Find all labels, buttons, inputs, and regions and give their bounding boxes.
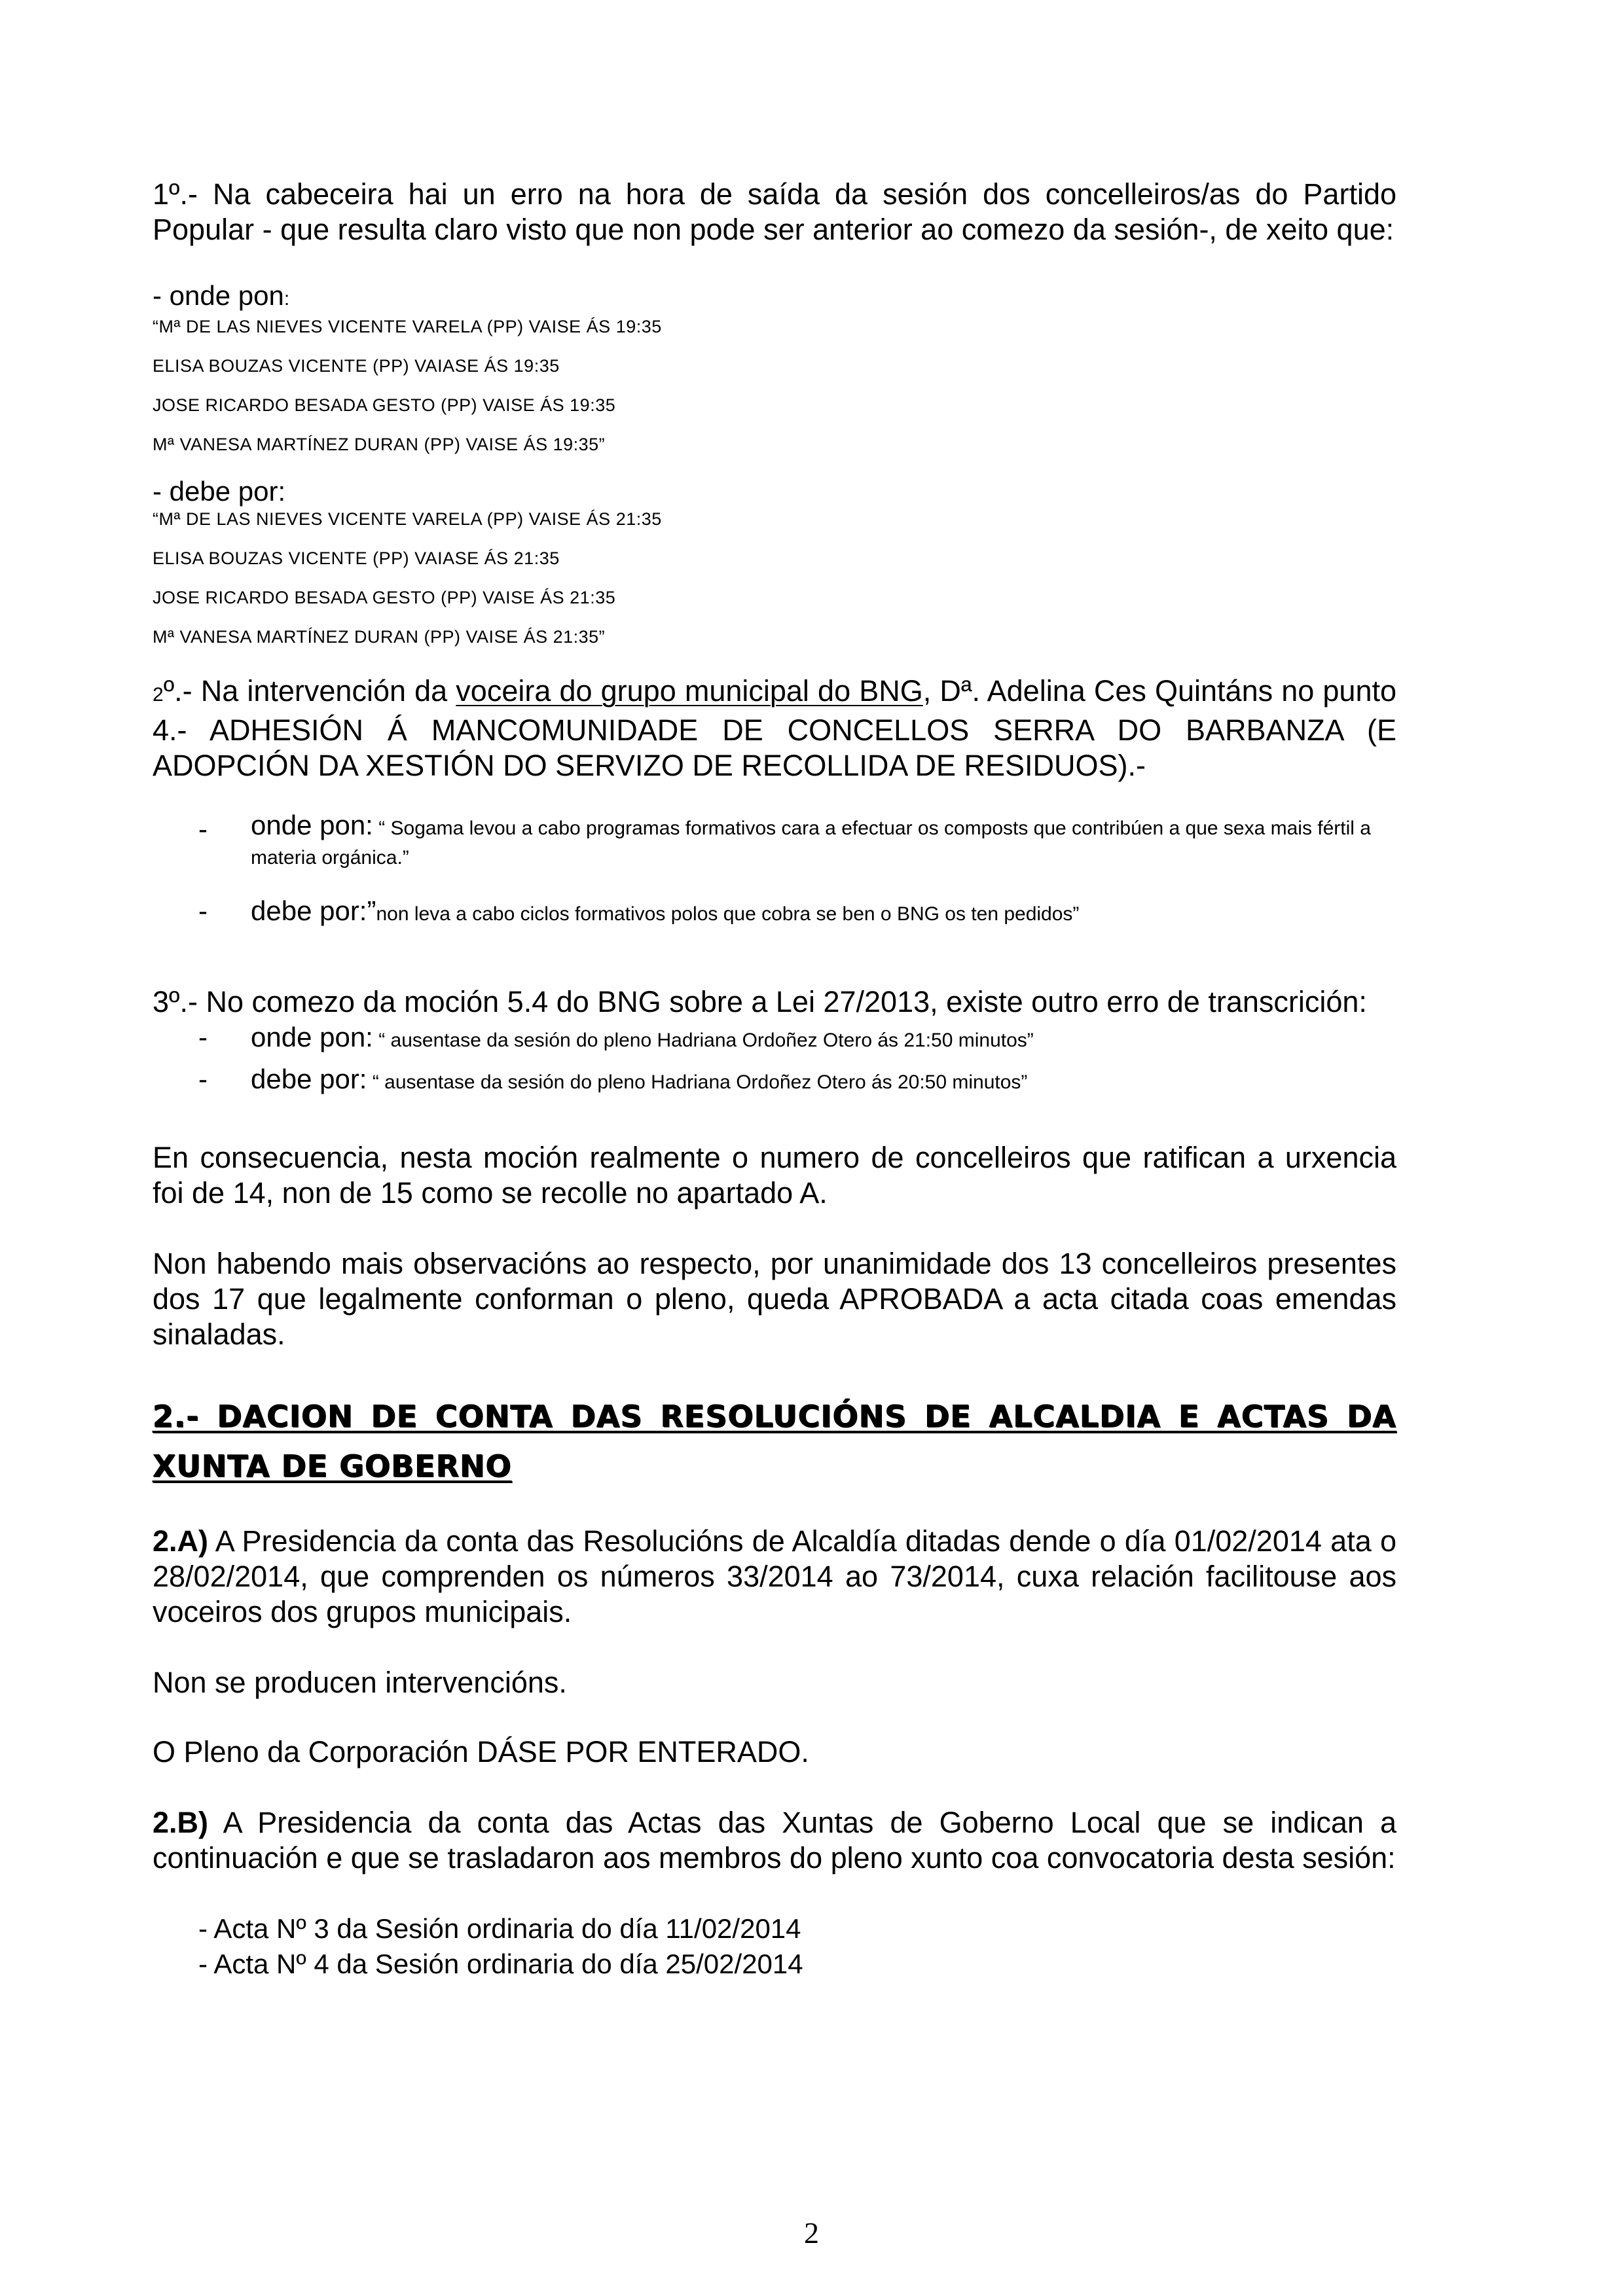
list-item: - Acta Nº 3 da Sesión ordinaria do día 11/02/2014 [198,1913,801,1944]
list-item: - onde pon: “ Sogama levou a cabo programas formativos cara a efectuar os composts que contribúen a que sexa mais fértil a materia orgánica.” [198,810,1371,869]
list-item: - debe por: “ ausentase da sesión do pleno Hadriana Ordoñez Otero ás 20:50 minutos” [198,1064,1028,1094]
list-item: ELISA BOUZAS VICENTE (PP) VAIASE ÁS 19:35 [153,356,560,376]
debe-por-label: - debe por: [153,476,286,507]
page-number: 2 [804,2216,819,2250]
list-item: ELISA BOUZAS VICENTE (PP) VAIASE ÁS 21:35 [153,548,560,568]
underlined-voceira: voceira do grupo municipal do BNG [456,674,923,708]
paragraph-actas: 2.B) A Presidencia da conta das Actas das Xuntas de Goberno Local que se indican a continuación e que se trasladaron aos membros do pleno xunto coa convocatoria desta sesión: [153,1806,1396,1874]
correction-list-2 [153,1020,1396,1103]
paragraph-mocion: 3º.- No comezo da moción 5.4 do BNG sobre a Lei 27/2013, existe outro erro de transcrición: [153,985,1367,1018]
list-item: “Mª DE LAS NIEVES VICENTE VARELA (PP) VAISE ÁS 19:35 [153,317,662,336]
paragraph-voceira: 2º.- Na intervención da voceira do grupo municipal do BNG, Dª. Adelina Ces Quintáns no punto 4.- ADHESIÓN Á MANCOMUNIDADE DE CONCELLOS SERRA DO BARBANZA (E ADOPCIÓN DA XESTIÓN DO SERVIZO DE RECOLLIDA DE RESIDUOS).- [153,674,1397,782]
paragraph-enterado: O Pleno da Corporación DÁSE POR ENTERADO. [153,1735,809,1768]
list-item: - onde pon: “ ausentase da sesión do pleno Hadriana Ordoñez Otero ás 21:50 minutos” [198,1022,1034,1052]
list-item: JOSE RICARDO BESADA GESTO (PP) VAISE ÁS 19:35 [153,395,616,415]
list-item: - Acta Nº 4 da Sesión ordinaria do día 25/02/2014 [198,1948,803,1979]
debe-por-list [153,506,1396,650]
paragraph-aprobada: Non habendo mais observacións ao respecto, por unanimidade dos 13 concelleiros presentes dos 17 que legalmente conforman o pleno, queda APROBADA a acta citada coas emendas sinaladas. [153,1247,1396,1351]
actas-list [153,1911,1396,1982]
list-item: “Mª DE LAS NIEVES VICENTE VARELA (PP) VAISE ÁS 21:35 [153,509,662,529]
paragraph-resolucions: 2.A) A Presidencia da conta das Resolucións de Alcaldía ditadas dende o día 01/02/2014 ata o 28/02/2014, que comprenden os números 33/2014 ao 73/2014, cuxa relación facilitouse aos voceiros dos grupos municipais. [153,1524,1396,1628]
list-item: Mª VANESA MARTÍNEZ DURAN (PP) VAISE ÁS 19:35” [153,435,606,454]
list-item: JOSE RICARDO BESADA GESTO (PP) VAISE ÁS 21:35 [153,588,616,607]
paragraph-consecuencia: En consecuencia, nesta moción realmente o numero de concelleiros que ratifican a urxencia foi de 14, non de 15 como se recolle no apartado A. [153,1141,1396,1210]
section-heading: 2.- DACION DE CONTA DAS RESOLUCIÓNS DE ALCALDIA E ACTAS DA XUNTA DE GOBERNO [153,1399,1396,1484]
list-item: - debe por:”non leva a cabo ciclos formativos polos que cobra se ben o BNG os ten pedidos” [198,895,1080,926]
paragraph-error-header: 1º.- Na cabeceira hai un erro na hora de saída da sesión dos concelleiros/as do Partido Popular - que resulta claro visto que non pode ser anterior ao comezo da sesión-, de xeito que: [153,177,1396,246]
onde-pon-list [153,314,1396,457]
list-item: Mª VANESA MARTÍNEZ DURAN (PP) VAISE ÁS 21:35” [153,627,606,647]
paragraph-no-intervencions: Non se producen intervencións. [153,1666,567,1699]
document-page [153,177,1396,1982]
onde-pon-label: - onde pon: [153,280,290,311]
correction-list-1 [153,812,1396,935]
